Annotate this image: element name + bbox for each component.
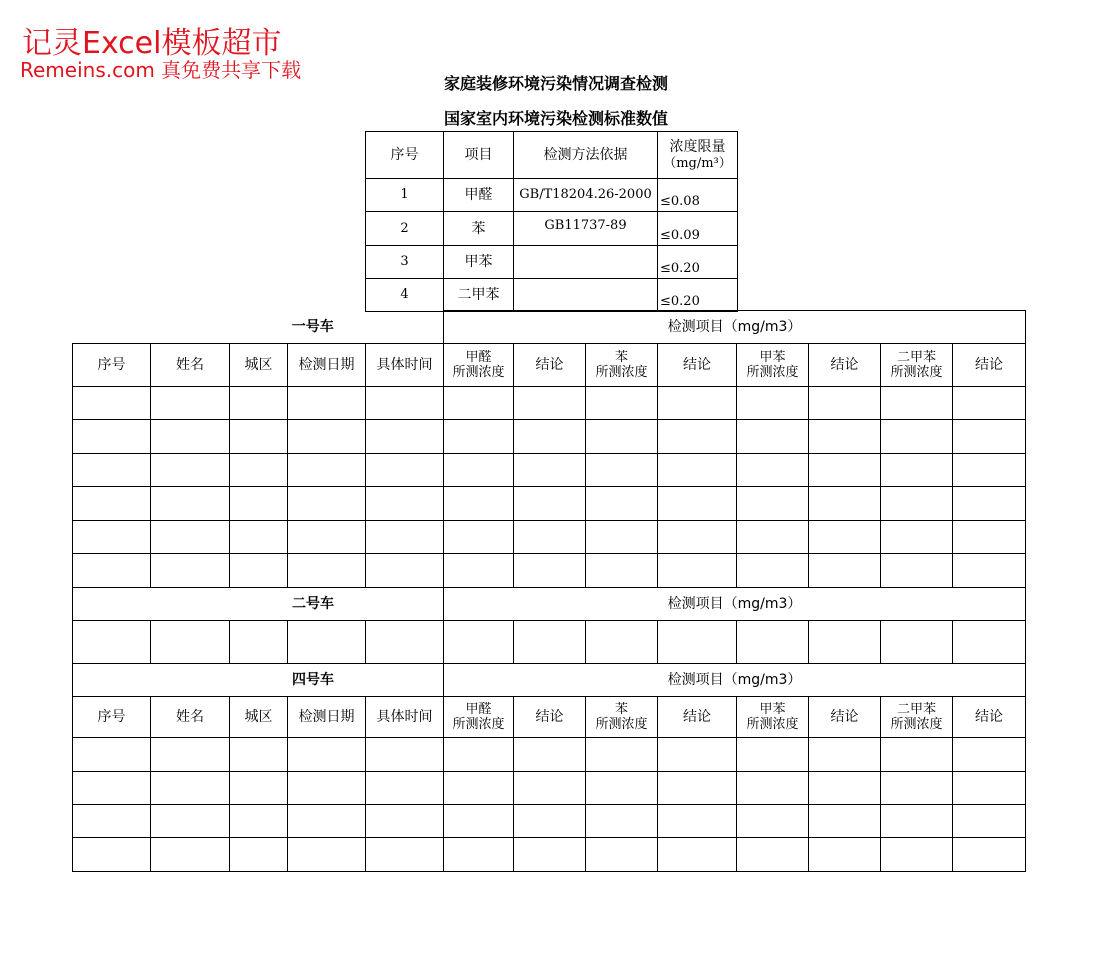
col-header-district: 城区 — [230, 697, 288, 738]
cell[interactable] — [151, 521, 230, 554]
cell[interactable] — [658, 805, 737, 838]
col-header-xylene — [881, 697, 953, 738]
cell[interactable] — [586, 805, 658, 838]
cell[interactable] — [288, 387, 366, 420]
std-header-limit-label: 浓度限量 — [669, 138, 726, 155]
col-header-xylene-conc: 所测浓度 — [890, 365, 943, 380]
table-row — [73, 805, 1026, 838]
cell[interactable] — [953, 805, 1026, 838]
col-header-conclusion: 结论 — [809, 344, 881, 387]
survey-table — [72, 310, 1026, 872]
col-header-formaldehyde-name: 甲醛 — [465, 350, 492, 365]
cell[interactable] — [809, 487, 881, 521]
cell[interactable] — [73, 554, 151, 588]
cell[interactable] — [809, 420, 881, 454]
cell[interactable] — [514, 420, 586, 454]
table-row — [73, 420, 1026, 454]
cell[interactable] — [737, 454, 809, 487]
cell[interactable] — [73, 621, 151, 664]
col-header-toluene-name: 甲苯 — [759, 350, 786, 365]
col-header-conclusion: 结论 — [658, 344, 737, 387]
cell[interactable] — [151, 621, 230, 664]
std-row-no: 4 — [366, 279, 444, 312]
cell[interactable] — [288, 772, 366, 805]
std-header-limit — [658, 132, 738, 179]
cell[interactable] — [658, 521, 737, 554]
car4-test-items-label: 检测项目（mg/m3） — [444, 664, 1026, 697]
cell[interactable] — [366, 738, 444, 772]
col-header-no: 序号 — [73, 344, 151, 387]
std-row-item: 甲苯 — [444, 246, 514, 279]
cell[interactable] — [288, 805, 366, 838]
table-row — [73, 838, 1026, 872]
cell[interactable] — [737, 387, 809, 420]
cell[interactable] — [737, 738, 809, 772]
standard-title: 国家室内环境污染检测标准数值 — [443, 109, 668, 128]
table-row — [73, 454, 1026, 487]
car2-test-items-label: 检测项目（mg/m3） — [444, 588, 1026, 621]
cell[interactable] — [73, 838, 151, 872]
col-header-name: 姓名 — [151, 697, 230, 738]
col-header-date: 检测日期 — [288, 344, 366, 387]
col-header-xylene-name: 二甲苯 — [896, 702, 936, 717]
cell[interactable] — [586, 420, 658, 454]
cell[interactable] — [737, 805, 809, 838]
col-header-benzene-conc: 所测浓度 — [595, 365, 648, 380]
cell[interactable] — [230, 738, 288, 772]
cell[interactable] — [881, 420, 953, 454]
std-row-method — [514, 279, 658, 312]
col-header-formaldehyde-conc: 所测浓度 — [452, 365, 505, 380]
cell[interactable] — [514, 454, 586, 487]
std-row — [366, 212, 738, 246]
cell[interactable] — [151, 554, 230, 588]
cell[interactable] — [737, 772, 809, 805]
cell[interactable] — [953, 387, 1026, 420]
col-header-toluene — [737, 697, 809, 738]
col-header-formaldehyde-conc: 所测浓度 — [452, 717, 505, 732]
cell[interactable] — [366, 387, 444, 420]
cell[interactable] — [366, 838, 444, 872]
cell[interactable] — [881, 838, 953, 872]
cell[interactable] — [881, 805, 953, 838]
cell[interactable] — [288, 454, 366, 487]
col-header-benzene — [586, 697, 658, 738]
cell[interactable] — [444, 772, 514, 805]
col-header-toluene-conc: 所测浓度 — [746, 365, 799, 380]
cell[interactable] — [73, 387, 151, 420]
col-header-formaldehyde — [444, 697, 514, 738]
col-header-district: 城区 — [230, 344, 288, 387]
cell[interactable] — [953, 420, 1026, 454]
std-row-no: 3 — [366, 246, 444, 279]
cell[interactable] — [953, 454, 1026, 487]
watermark-subtitle: Remeins.com 真免费共享下载 — [20, 58, 302, 82]
table-row — [73, 387, 1026, 420]
cell[interactable] — [230, 554, 288, 588]
watermark-title: 记灵Excel模板超市 — [22, 26, 282, 61]
col-header-formaldehyde — [444, 344, 514, 387]
cell[interactable] — [288, 487, 366, 521]
col-header-conclusion: 结论 — [514, 344, 586, 387]
cell[interactable] — [230, 838, 288, 872]
cell[interactable] — [586, 487, 658, 521]
col-header-xylene-name: 二甲苯 — [896, 350, 936, 365]
col-header-toluene-conc: 所测浓度 — [746, 717, 799, 732]
standard-table — [365, 131, 738, 312]
col-header-time: 具体时间 — [366, 344, 444, 387]
cell[interactable] — [444, 805, 514, 838]
col-header-conclusion: 结论 — [514, 697, 586, 738]
std-row-method: GB11737-89 — [514, 212, 658, 246]
cell[interactable] — [737, 554, 809, 588]
cell[interactable] — [586, 521, 658, 554]
cell[interactable] — [444, 521, 514, 554]
cell[interactable] — [953, 521, 1026, 554]
cell[interactable] — [366, 772, 444, 805]
std-row-item: 苯 — [444, 212, 514, 246]
col-header-xylene — [881, 344, 953, 387]
cell[interactable] — [514, 387, 586, 420]
cell[interactable] — [586, 738, 658, 772]
std-header-item: 项目 — [444, 132, 514, 179]
cell[interactable] — [444, 738, 514, 772]
car4-label: 四号车 — [73, 664, 444, 697]
cell[interactable] — [366, 805, 444, 838]
cell[interactable] — [809, 621, 881, 664]
col-header-toluene — [737, 344, 809, 387]
cell[interactable] — [288, 738, 366, 772]
cell[interactable] — [366, 554, 444, 588]
cell[interactable] — [366, 521, 444, 554]
col-header-no: 序号 — [73, 697, 151, 738]
std-row-no: 2 — [366, 212, 444, 246]
car2-label: 二号车 — [73, 588, 444, 621]
cell[interactable] — [444, 420, 514, 454]
table-row — [73, 738, 1026, 772]
cell[interactable] — [658, 772, 737, 805]
car1-test-items-label: 检测项目（mg/m3） — [444, 311, 1026, 344]
std-header-method: 检测方法依据 — [514, 132, 658, 179]
std-row-no: 1 — [366, 179, 444, 212]
cell[interactable] — [809, 838, 881, 872]
cell[interactable] — [514, 772, 586, 805]
cell[interactable] — [366, 454, 444, 487]
cell[interactable] — [230, 521, 288, 554]
cell[interactable] — [737, 521, 809, 554]
col-header-benzene — [586, 344, 658, 387]
col-header-toluene-name: 甲苯 — [759, 702, 786, 717]
table-row — [73, 554, 1026, 588]
cell[interactable] — [809, 772, 881, 805]
standard-header-row — [366, 132, 738, 179]
std-row-method: GB/T18204.26-2000 — [514, 179, 658, 212]
cell[interactable] — [288, 838, 366, 872]
std-header-no: 序号 — [366, 132, 444, 179]
col-header-formaldehyde-name: 甲醛 — [465, 702, 492, 717]
cell[interactable] — [953, 554, 1026, 588]
std-row-method — [514, 246, 658, 279]
cell[interactable] — [151, 487, 230, 521]
cell[interactable] — [658, 487, 737, 521]
cell[interactable] — [73, 521, 151, 554]
cell[interactable] — [953, 487, 1026, 521]
cell[interactable] — [658, 738, 737, 772]
cell[interactable] — [444, 621, 514, 664]
cell[interactable] — [151, 738, 230, 772]
cell[interactable] — [151, 772, 230, 805]
cell[interactable] — [881, 387, 953, 420]
std-row-limit: ≤0.20 — [658, 279, 738, 312]
cell[interactable] — [230, 454, 288, 487]
page-title: 家庭装修环境污染情况调查检测 — [443, 74, 668, 93]
cell[interactable] — [288, 521, 366, 554]
table-row — [73, 487, 1026, 521]
col-header-benzene-name: 苯 — [614, 350, 628, 365]
table-row — [73, 521, 1026, 554]
cell[interactable] — [809, 805, 881, 838]
cell[interactable] — [230, 387, 288, 420]
std-row-limit: ≤0.09 — [658, 212, 738, 246]
std-row-limit: ≤0.20 — [658, 246, 738, 279]
cell[interactable] — [658, 838, 737, 872]
cell[interactable] — [586, 554, 658, 588]
cell[interactable] — [658, 387, 737, 420]
col-header-conclusion: 结论 — [809, 697, 881, 738]
col-header-conclusion: 结论 — [658, 697, 737, 738]
cell[interactable] — [881, 454, 953, 487]
cell[interactable] — [586, 772, 658, 805]
cell[interactable] — [658, 621, 737, 664]
cell[interactable] — [444, 554, 514, 588]
table-row — [73, 621, 1026, 664]
cell[interactable] — [953, 772, 1026, 805]
cell[interactable] — [737, 621, 809, 664]
cell[interactable] — [737, 838, 809, 872]
cell[interactable] — [514, 521, 586, 554]
cell[interactable] — [881, 772, 953, 805]
cell[interactable] — [151, 420, 230, 454]
car4-section-row — [73, 664, 1026, 697]
std-row-limit: ≤0.08 — [658, 179, 738, 212]
cell[interactable] — [444, 838, 514, 872]
std-row — [366, 246, 738, 279]
cell[interactable] — [366, 487, 444, 521]
cell[interactable] — [514, 487, 586, 521]
cell[interactable] — [444, 387, 514, 420]
cell[interactable] — [881, 487, 953, 521]
cell[interactable] — [658, 454, 737, 487]
table-row — [73, 772, 1026, 805]
cell[interactable] — [444, 454, 514, 487]
car4-header-row — [73, 697, 1026, 738]
cell[interactable] — [514, 805, 586, 838]
std-row — [366, 179, 738, 212]
cell[interactable] — [809, 387, 881, 420]
col-header-benzene-conc: 所测浓度 — [595, 717, 648, 732]
car1-header-row — [73, 344, 1026, 387]
cell[interactable] — [514, 838, 586, 872]
cell[interactable] — [586, 838, 658, 872]
car1-section-row — [73, 311, 1026, 344]
col-header-benzene-name: 苯 — [614, 702, 628, 717]
cell[interactable] — [881, 554, 953, 588]
cell[interactable] — [514, 738, 586, 772]
cell[interactable] — [230, 487, 288, 521]
cell[interactable] — [809, 454, 881, 487]
cell[interactable] — [658, 420, 737, 454]
cell[interactable] — [737, 487, 809, 521]
col-header-xylene-conc: 所测浓度 — [890, 717, 943, 732]
cell[interactable] — [288, 621, 366, 664]
cell[interactable] — [73, 805, 151, 838]
cell[interactable] — [230, 621, 288, 664]
cell[interactable] — [230, 772, 288, 805]
cell[interactable] — [230, 805, 288, 838]
std-row-item: 二甲苯 — [444, 279, 514, 312]
car2-section-row — [73, 588, 1026, 621]
cell[interactable] — [73, 738, 151, 772]
cell[interactable] — [73, 487, 151, 521]
cell[interactable] — [366, 621, 444, 664]
cell[interactable] — [514, 554, 586, 588]
cell[interactable] — [953, 738, 1026, 772]
cell[interactable] — [953, 838, 1026, 872]
cell[interactable] — [586, 621, 658, 664]
cell[interactable] — [586, 387, 658, 420]
cell[interactable] — [366, 420, 444, 454]
std-row-item: 甲醛 — [444, 179, 514, 212]
cell[interactable] — [151, 805, 230, 838]
cell[interactable] — [881, 521, 953, 554]
cell[interactable] — [288, 554, 366, 588]
col-header-name: 姓名 — [151, 344, 230, 387]
cell[interactable] — [73, 454, 151, 487]
cell[interactable] — [809, 521, 881, 554]
std-row — [366, 279, 738, 312]
cell[interactable] — [809, 738, 881, 772]
cell[interactable] — [881, 621, 953, 664]
col-header-date: 检测日期 — [288, 697, 366, 738]
cell[interactable] — [586, 454, 658, 487]
cell[interactable] — [151, 838, 230, 872]
col-header-conclusion: 结论 — [953, 697, 1026, 738]
col-header-conclusion: 结论 — [953, 344, 1026, 387]
col-header-time: 具体时间 — [366, 697, 444, 738]
cell[interactable] — [230, 420, 288, 454]
cell[interactable] — [881, 738, 953, 772]
cell[interactable] — [73, 772, 151, 805]
cell[interactable] — [514, 621, 586, 664]
cell[interactable] — [288, 420, 366, 454]
cell[interactable] — [658, 554, 737, 588]
cell[interactable] — [73, 420, 151, 454]
car1-label: 一号车 — [73, 311, 444, 344]
cell[interactable] — [737, 420, 809, 454]
cell[interactable] — [151, 454, 230, 487]
cell[interactable] — [953, 621, 1026, 664]
cell[interactable] — [809, 554, 881, 588]
cell[interactable] — [151, 387, 230, 420]
cell[interactable] — [444, 487, 514, 521]
std-header-limit-unit: （mg/m³） — [663, 155, 732, 171]
